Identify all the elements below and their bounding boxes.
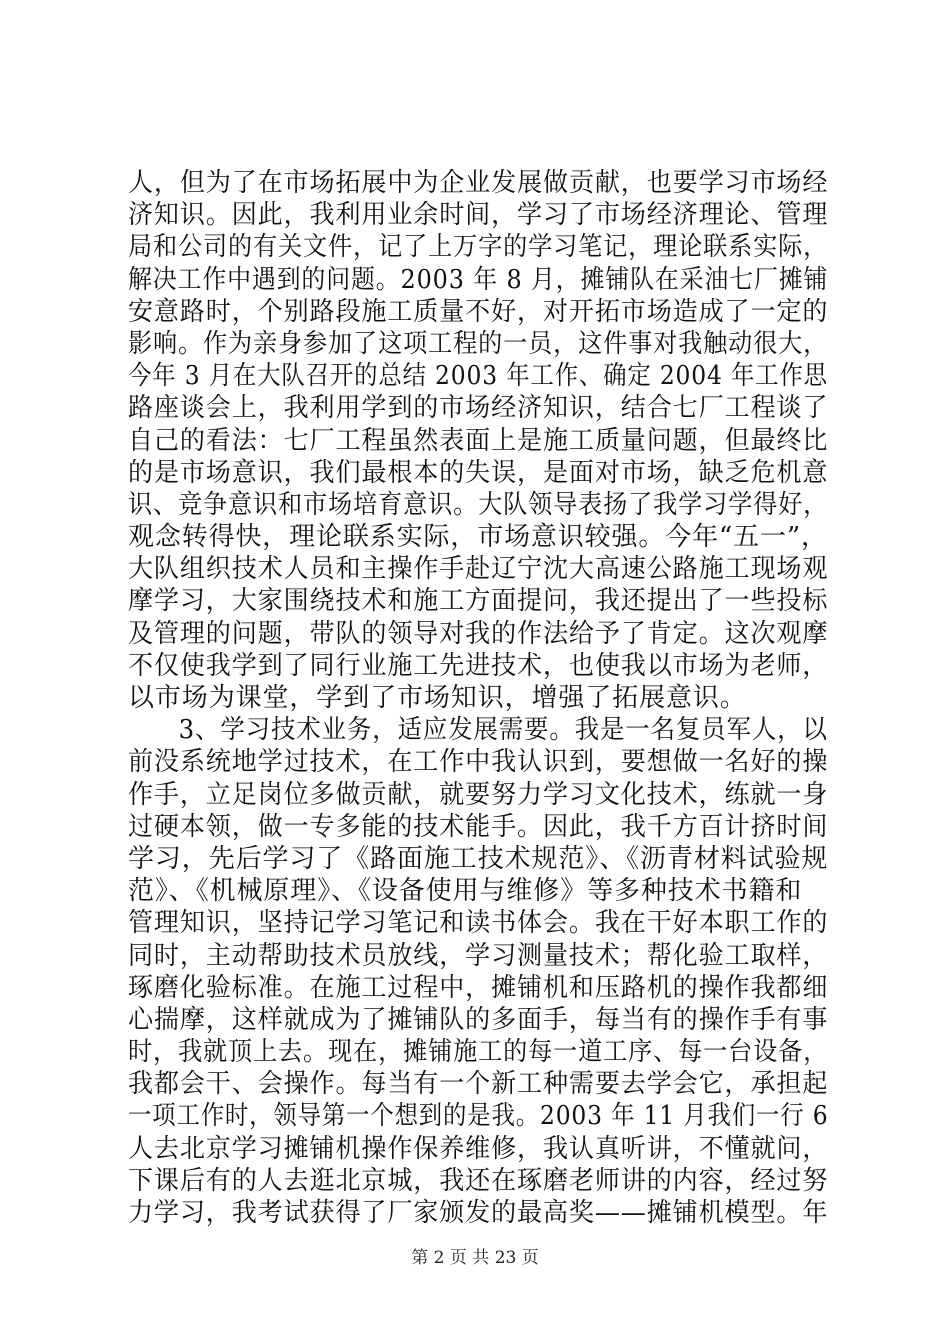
text-line: 作手，立足岗位多做贡献，就要努力学习文化技术，练就一身	[128, 779, 829, 810]
text-line: 管理知识，坚持记学习笔记和读书体会。我在干好本职工作的	[128, 908, 829, 939]
text-line: 一项工作时，领导第一个想到的是我。2003 年 11 月我们一行 6	[128, 1101, 829, 1132]
text-line: 前没系统地学过技术，在工作中我认识到，要想做一名好的操	[128, 747, 829, 778]
text-line: 大队组织技术人员和主操作手赴辽宁沈大高速公路施工现场观	[128, 554, 829, 585]
text-line: 安意路时，个别路段施工质量不好，对开拓市场造成了一定的	[128, 296, 829, 327]
text-line: 心揣摩，这样就成为了摊铺队的多面手，每当有的操作手有事	[128, 1004, 829, 1035]
text-line: 不仅使我学到了同行业施工先进技术，也使我以市场为老师，	[128, 650, 829, 681]
text-line: 人去北京学习摊铺机操作保养维修，我认真听讲，不懂就问，	[128, 1133, 829, 1164]
text-line: 的是市场意识，我们最根本的失误，是面对市场，缺乏危机意	[128, 457, 829, 488]
text-line: 局和公司的有关文件，记了上万字的学习笔记，理论联系实际，	[128, 232, 829, 263]
text-line: 今年 3 月在大队召开的总结 2003 年工作、确定 2004 年工作思	[128, 361, 828, 392]
text-line: 琢磨化验标准。在施工过程中，摊铺机和压路机的操作我都细	[128, 972, 829, 1003]
text-line: 人，但为了在市场拓展中为企业发展做贡献，也要学习市场经	[128, 168, 829, 198]
text-line: 范》、《机械原理》、《设备使用与维修》等多种技术书籍和	[128, 876, 803, 907]
text-line: 自己的看法：七厂工程虽然表面上是施工质量问题，但最终比	[128, 425, 829, 456]
text-line: 下课后有的人去逛北京城，我还在琢磨老师讲的内容，经过努	[128, 1165, 829, 1196]
text-line: 路座谈会上，我利用学到的市场经济知识，结合七厂工程谈了	[128, 393, 829, 424]
text-line: 摩学习，大家围绕技术和施工方面提问，我还提出了一些投标	[128, 586, 829, 617]
text-line: 时，我就顶上去。现在，摊铺施工的每一道工序、每一台设备，	[128, 1037, 829, 1068]
text-line: 力学习，我考试获得了厂家颁发的最高奖——摊铺机模型。年	[128, 1198, 829, 1228]
text-line: 观念转得快，理论联系实际，市场意识较强。今年“五一”，	[128, 522, 828, 553]
page-footer: 第 2 页 共 23 页	[411, 1248, 539, 1268]
text-line: 识、竞争意识和市场培育意识。大队领导表扬了我学习学得好，	[128, 489, 829, 520]
text-line: 影响。作为亲身参加了这项工程的一员，这件事对我触动很大，	[128, 328, 829, 359]
text-line: 解决工作中遇到的问题。2003 年 8 月，摊铺队在采油七厂摊铺	[128, 264, 829, 295]
text-line: 以市场为课堂，学到了市场知识，增强了拓展意识。	[128, 683, 747, 713]
text-line: 3、学习技术业务，适应发展需要。我是一名复员军人，以	[128, 715, 828, 746]
text-line: 同时，主动帮助技术员放线，学习测量技术；帮化验工取样，	[128, 940, 829, 971]
text-line: 及管理的问题，带队的领导对我的作法给予了肯定。这次观摩	[128, 618, 829, 649]
text-line: 济知识。因此，我利用业余时间，学习了市场经济理论、管理	[128, 200, 829, 231]
body-text	[128, 167, 828, 1229]
text-line: 过硬本领，做一专多能的技术能手。因此，我千方百计挤时间	[128, 811, 829, 842]
text-line: 学习，先后学习了《路面施工技术规范》、《沥青材料试验规	[128, 843, 829, 874]
text-line: 我都会干、会操作。每当有一个新工种需要去学会它，承担起	[128, 1069, 829, 1100]
